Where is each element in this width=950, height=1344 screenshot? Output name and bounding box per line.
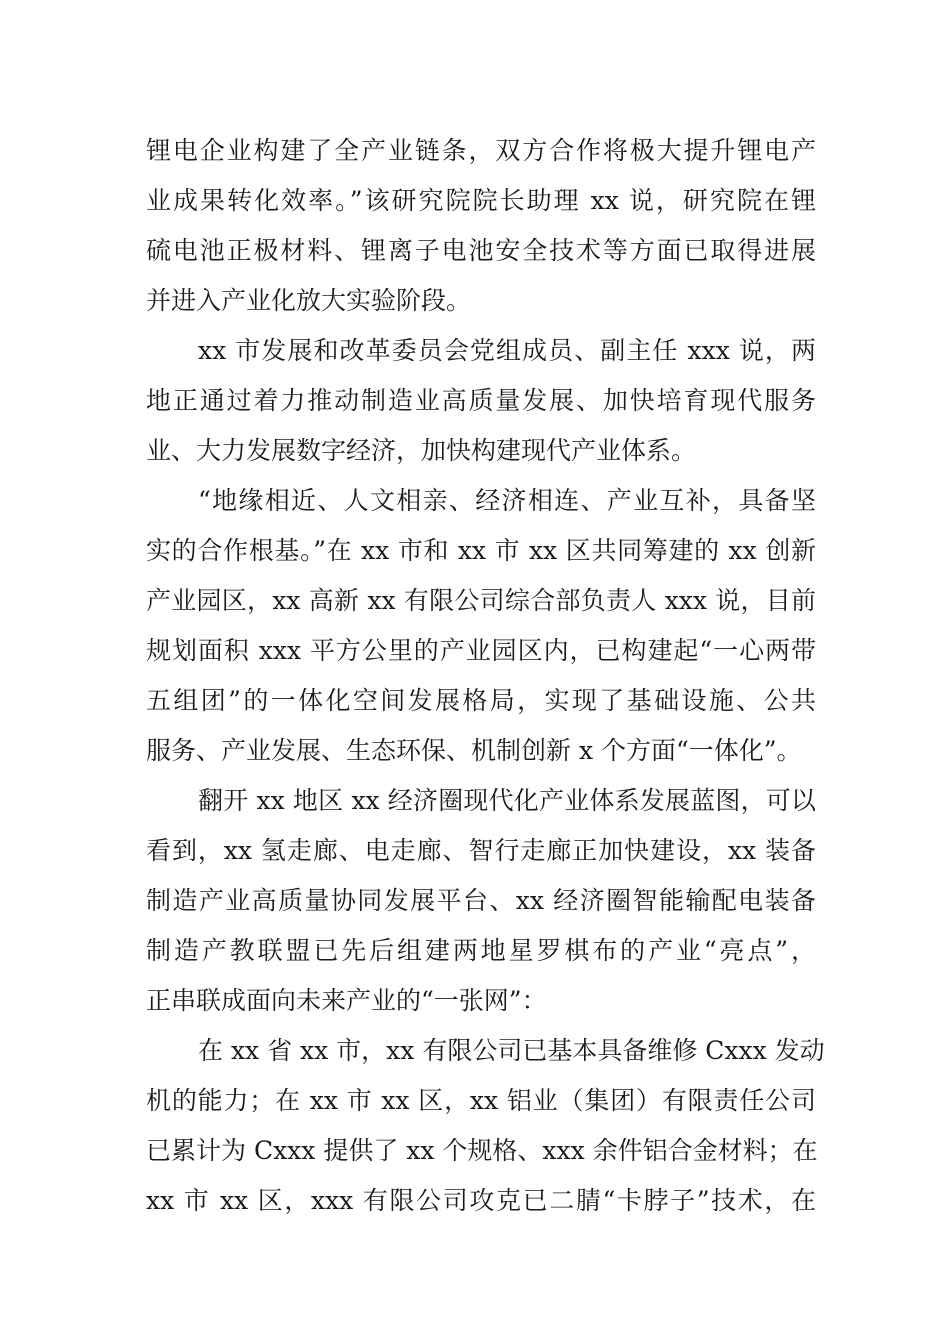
text-line: xx 市 xx 区，xxx 有限公司攻克已二腈“卡脖子”技术，在 — [146, 1186, 816, 1215]
text-line: 业、大力发展数字经济，加快构建现代产业体系。 — [146, 436, 697, 465]
text-line: 地正通过着力推动制造业高质量发展、加快培育现代服务 — [146, 386, 816, 415]
text-line: 正串联成面向未来产业的“一张网”： — [146, 986, 547, 1015]
paragraph-first-line: xx 市发展和改革委员会党组成员、副主任 xxx 说，两 — [198, 336, 816, 365]
paragraph-first-line: “地缘相近、人文相亲、经济相连、产业互补，具备坚 — [198, 486, 816, 515]
paragraph-first-line: 在 xx 省 xx 市，xx 有限公司已基本具备维修 Cxxx 发动 — [198, 1036, 825, 1065]
text-line: 机的能力；在 xx 市 xx 区，xx 铝业（集团）有限责任公司 — [146, 1086, 816, 1115]
paragraph-first-line: 翻开 xx 地区 xx 经济圈现代化产业体系发展蓝图，可以 — [198, 786, 816, 815]
text-line: 实的合作根基。”在 xx 市和 xx 市 xx 区共同筹建的 xx 创新 — [146, 536, 816, 565]
text-line: 服务、产业发展、生态环保、机制创新 x 个方面“一体化”。 — [146, 736, 802, 765]
text-line: 规划面积 xxx 平方公里的产业园区内，已构建起“一心两带 — [146, 636, 816, 665]
text-line: 业成果转化效率。”该研究院院长助理 xx 说，研究院在锂 — [146, 186, 816, 215]
text-line: 并进入产业化放大实验阶段。 — [146, 286, 472, 315]
text-line: 看到，xx 氢走廊、电走廊、智行走廊正加快建设，xx 装备 — [146, 836, 816, 865]
text-line: 已累计为 Cxxx 提供了 xx 个规格、xxx 余件铝合金材料；在 — [146, 1136, 818, 1165]
text-line: 锂电企业构建了全产业链条，双方合作将极大提升锂电产 — [146, 136, 816, 165]
text-line: 硫电池正极材料、锂离子电池安全技术等方面已取得进展 — [146, 236, 816, 265]
text-line: 产业园区，xx 高新 xx 有限公司综合部负责人 xxx 说，目前 — [146, 586, 816, 615]
text-line: 五组团”的一体化空间发展格局，实现了基础设施、公共 — [146, 686, 816, 715]
text-line: 制造产业高质量协同发展平台、xx 经济圈智能输配电装备 — [146, 886, 816, 915]
body-text — [146, 126, 825, 1226]
text-line: 制造产教联盟已先后组建两地星罗棋布的产业“亮点”， — [146, 936, 816, 965]
